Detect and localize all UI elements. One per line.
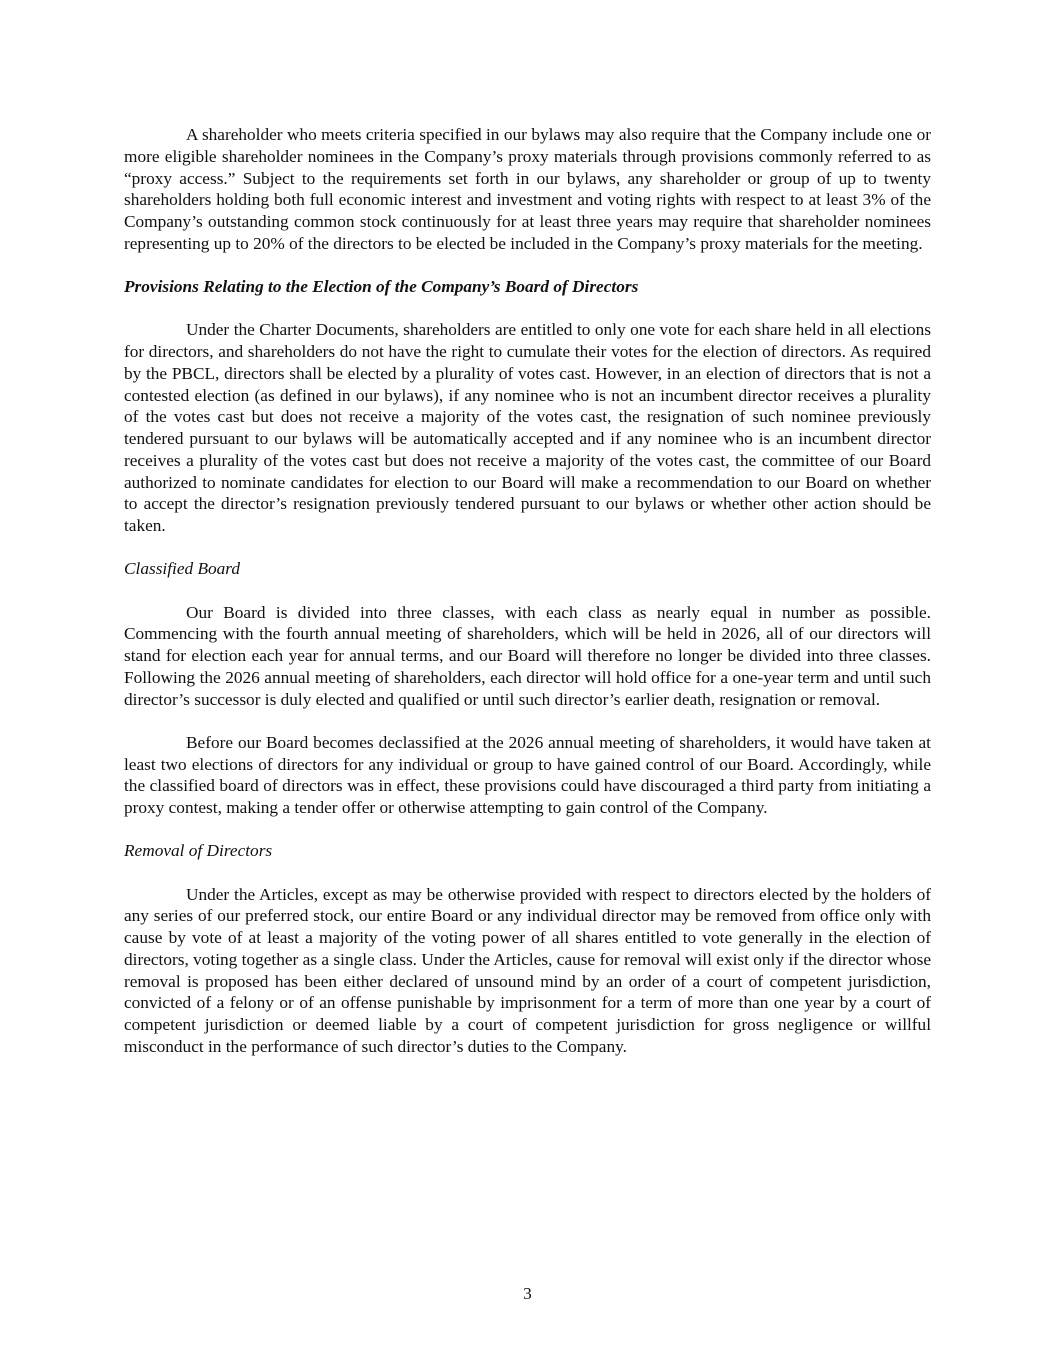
document-page <box>124 124 931 1079</box>
subheading-removal-of-directors: Removal of Directors <box>124 841 273 861</box>
subheading-classified-board: Classified Board <box>124 559 241 579</box>
page-number: 3 <box>523 1284 532 1303</box>
paragraph-classified-board-2: Before our Board becomes declassified at the 2026 annual meeting of shareholders, it would have taken at least two elections of directors for any individual or group to have gained control of our Board. Accordingly, while the classified board of directors was in effect, these provisions could have discouraged a third party from initiating a proxy contest, making a tender offer or otherwise attempting to gain control of the Company. <box>124 732 931 817</box>
paragraph-proxy-access: A shareholder who meets criteria specified in our bylaws may also require that the Company include one or more eligible shareholder nominees in the Company’s proxy materials through provisions commonly referred to as “proxy access.” Subject to the requirements set forth in our bylaws, any shareholder or group of up to twenty shareholders holding both full economic interest and investment and voting rights with respect to at least 3% of the Company’s outstanding common stock continuously for at least three years may require that shareholder nominees representing up to 20% of the directors to be elected be included in the Company’s proxy materials for the meeting. <box>124 125 931 253</box>
section-heading-election: Provisions Relating to the Election of the Company’s Board of Directors <box>124 277 639 296</box>
paragraph-classified-board-1: Our Board is divided into three classes, with each class as nearly equal in number as possible. Commencing with the fourth annual meeting of shareholders, which will be held in 2026, all of our directors will stand for election each year for annual terms, and our Board will therefore no longer be divided into three classes. Following the 2026 annual meeting of shareholders, each director will hold office for a one-year term and until such director’s successor is duly elected and qualified or until such director’s earlier death, resignation or removal. <box>124 602 931 709</box>
paragraph-removal-of-directors: Under the Articles, except as may be otherwise provided with respect to directors elected by the holders of any series of our preferred stock, our entire Board or any individual director may be removed from office only with cause by vote of at least a majority of the voting power of all shares entitled to vote generally in the election of directors, voting together as a single class. Under the Articles, cause for removal will exist only if the director whose removal is proposed has been either declared of unsound mind by an order of a court of competent jurisdiction, convicted of a felony or of an offense punishable by imprisonment for a term of more than one year by a court of competent jurisdiction or deemed liable by a court of competent jurisdiction for gross negligence or willful misconduct in the performance of such director’s duties to the Company. <box>124 884 931 1056</box>
paragraph-election: Under the Charter Documents, shareholders are entitled to only one vote for each share held in all elections for directors, and shareholders do not have the right to cumulate their votes for the election of directors. As required by the PBCL, directors shall be elected by a plurality of votes cast. However, in an election of directors that is not a contested election (as defined in our bylaws), if any nominee who is not an incumbent director receives a plurality of the votes cast but does not receive a majority of the votes cast, the resignation of such nominee previously tendered pursuant to our bylaws will be automatically accepted and if any nominee who is an incumbent director receives a plurality of the votes cast but does not receive a majority of the votes cast, the committee of our Board authorized to nominate candidates for election to our Board will make a recommendation to our Board on whether to accept the director’s resignation previously tendered pursuant to our bylaws or whether other action should be taken. <box>124 320 931 535</box>
